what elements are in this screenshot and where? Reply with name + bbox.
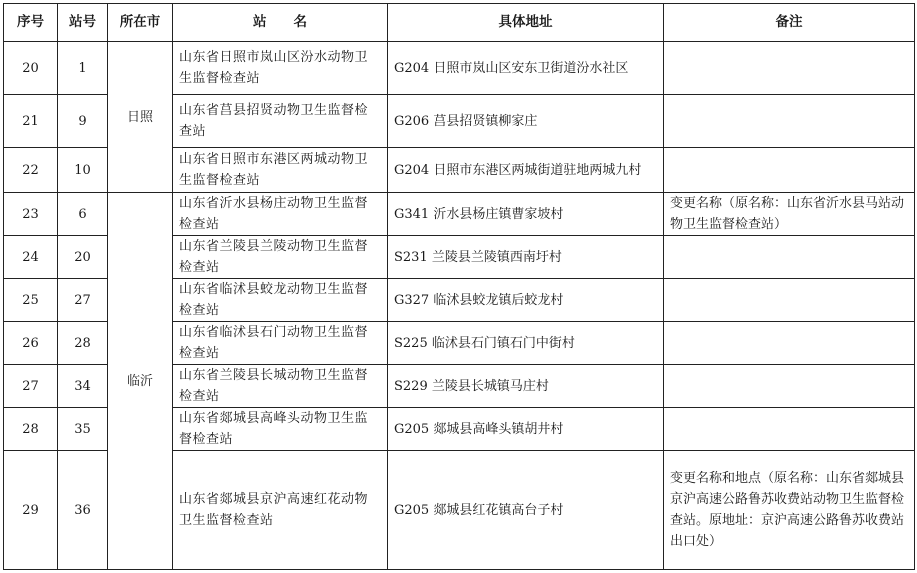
seq-cell: 22 (4, 148, 58, 193)
seq-cell: 23 (4, 193, 58, 236)
seq-cell: 26 (4, 322, 58, 365)
seq-cell: 24 (4, 236, 58, 279)
station-name-cell: 山东省郯城县高峰头动物卫生监督检查站 (173, 408, 388, 451)
seq-cell: 28 (4, 408, 58, 451)
station-name-cell: 山东省兰陵县长城动物卫生监督检查站 (173, 365, 388, 408)
header-remark: 备注 (664, 4, 915, 42)
station-no-cell: 9 (58, 95, 108, 148)
address-cell: S225 临沭县石门镇石门中街村 (388, 322, 664, 365)
remark-cell (664, 365, 915, 408)
address-cell: G204 日照市东港区两城街道驻地两城九村 (388, 148, 664, 193)
remark-cell: 变更名称和地点（原名称：山东省郯城县京沪高速公路鲁苏收费站动物卫生监督检查站。原地址：京沪高速公路鲁苏收费站出口处） (664, 451, 915, 570)
station-name-cell: 山东省日照市岚山区汾水动物卫生监督检查站 (173, 42, 388, 95)
station-name-cell: 山东省兰陵县兰陵动物卫生监督检查站 (173, 236, 388, 279)
seq-cell: 25 (4, 279, 58, 322)
station-no-cell: 28 (58, 322, 108, 365)
address-cell: G205 郯城县红花镇高台子村 (388, 451, 664, 570)
seq-cell: 29 (4, 451, 58, 570)
station-name-cell: 山东省沂水县杨庄动物卫生监督检查站 (173, 193, 388, 236)
station-name-cell: 山东省日照市东港区两城动物卫生监督检查站 (173, 148, 388, 193)
header-seq: 序号 (4, 4, 58, 42)
station-no-cell: 1 (58, 42, 108, 95)
city-cell-rizhao: 日照 (108, 42, 173, 193)
address-cell: S231 兰陵县兰陵镇西南圩村 (388, 236, 664, 279)
station-no-cell: 10 (58, 148, 108, 193)
address-cell: G206 莒县招贤镇柳家庄 (388, 95, 664, 148)
station-no-cell: 35 (58, 408, 108, 451)
remark-cell (664, 322, 915, 365)
table-row (4, 193, 915, 236)
address-cell: S229 兰陵县长城镇马庄村 (388, 365, 664, 408)
header-station-name: 站 名 (173, 4, 388, 42)
header-city: 所在市 (108, 4, 173, 42)
station-no-cell: 27 (58, 279, 108, 322)
remark-cell: 变更名称（原名称：山东省沂水县马站动物卫生监督检查站） (664, 193, 915, 236)
station-name-cell: 山东省临沭县石门动物卫生监督检查站 (173, 322, 388, 365)
station-no-cell: 34 (58, 365, 108, 408)
remark-cell (664, 95, 915, 148)
station-name-cell: 山东省郯城县京沪高速红花动物卫生监督检查站 (173, 451, 388, 570)
station-no-cell: 6 (58, 193, 108, 236)
header-station-no: 站号 (58, 4, 108, 42)
station-table (3, 3, 915, 570)
station-name-cell: 山东省临沭县蛟龙动物卫生监督检查站 (173, 279, 388, 322)
remark-cell (664, 236, 915, 279)
city-cell-linyi: 临沂 (108, 193, 173, 570)
remark-cell (664, 279, 915, 322)
station-name-cell: 山东省莒县招贤动物卫生监督检查站 (173, 95, 388, 148)
seq-cell: 27 (4, 365, 58, 408)
address-cell: G341 沂水县杨庄镇曹家坡村 (388, 193, 664, 236)
station-no-cell: 20 (58, 236, 108, 279)
header-row (4, 4, 915, 42)
address-cell: G205 郯城县高峰头镇胡井村 (388, 408, 664, 451)
address-cell: G327 临沭县蛟龙镇后蛟龙村 (388, 279, 664, 322)
seq-cell: 20 (4, 42, 58, 95)
remark-cell (664, 148, 915, 193)
seq-cell: 21 (4, 95, 58, 148)
address-cell: G204 日照市岚山区安东卫街道汾水社区 (388, 42, 664, 95)
remark-cell (664, 408, 915, 451)
table-row (4, 42, 915, 95)
station-no-cell: 36 (58, 451, 108, 570)
header-address: 具体地址 (388, 4, 664, 42)
remark-cell (664, 42, 915, 95)
